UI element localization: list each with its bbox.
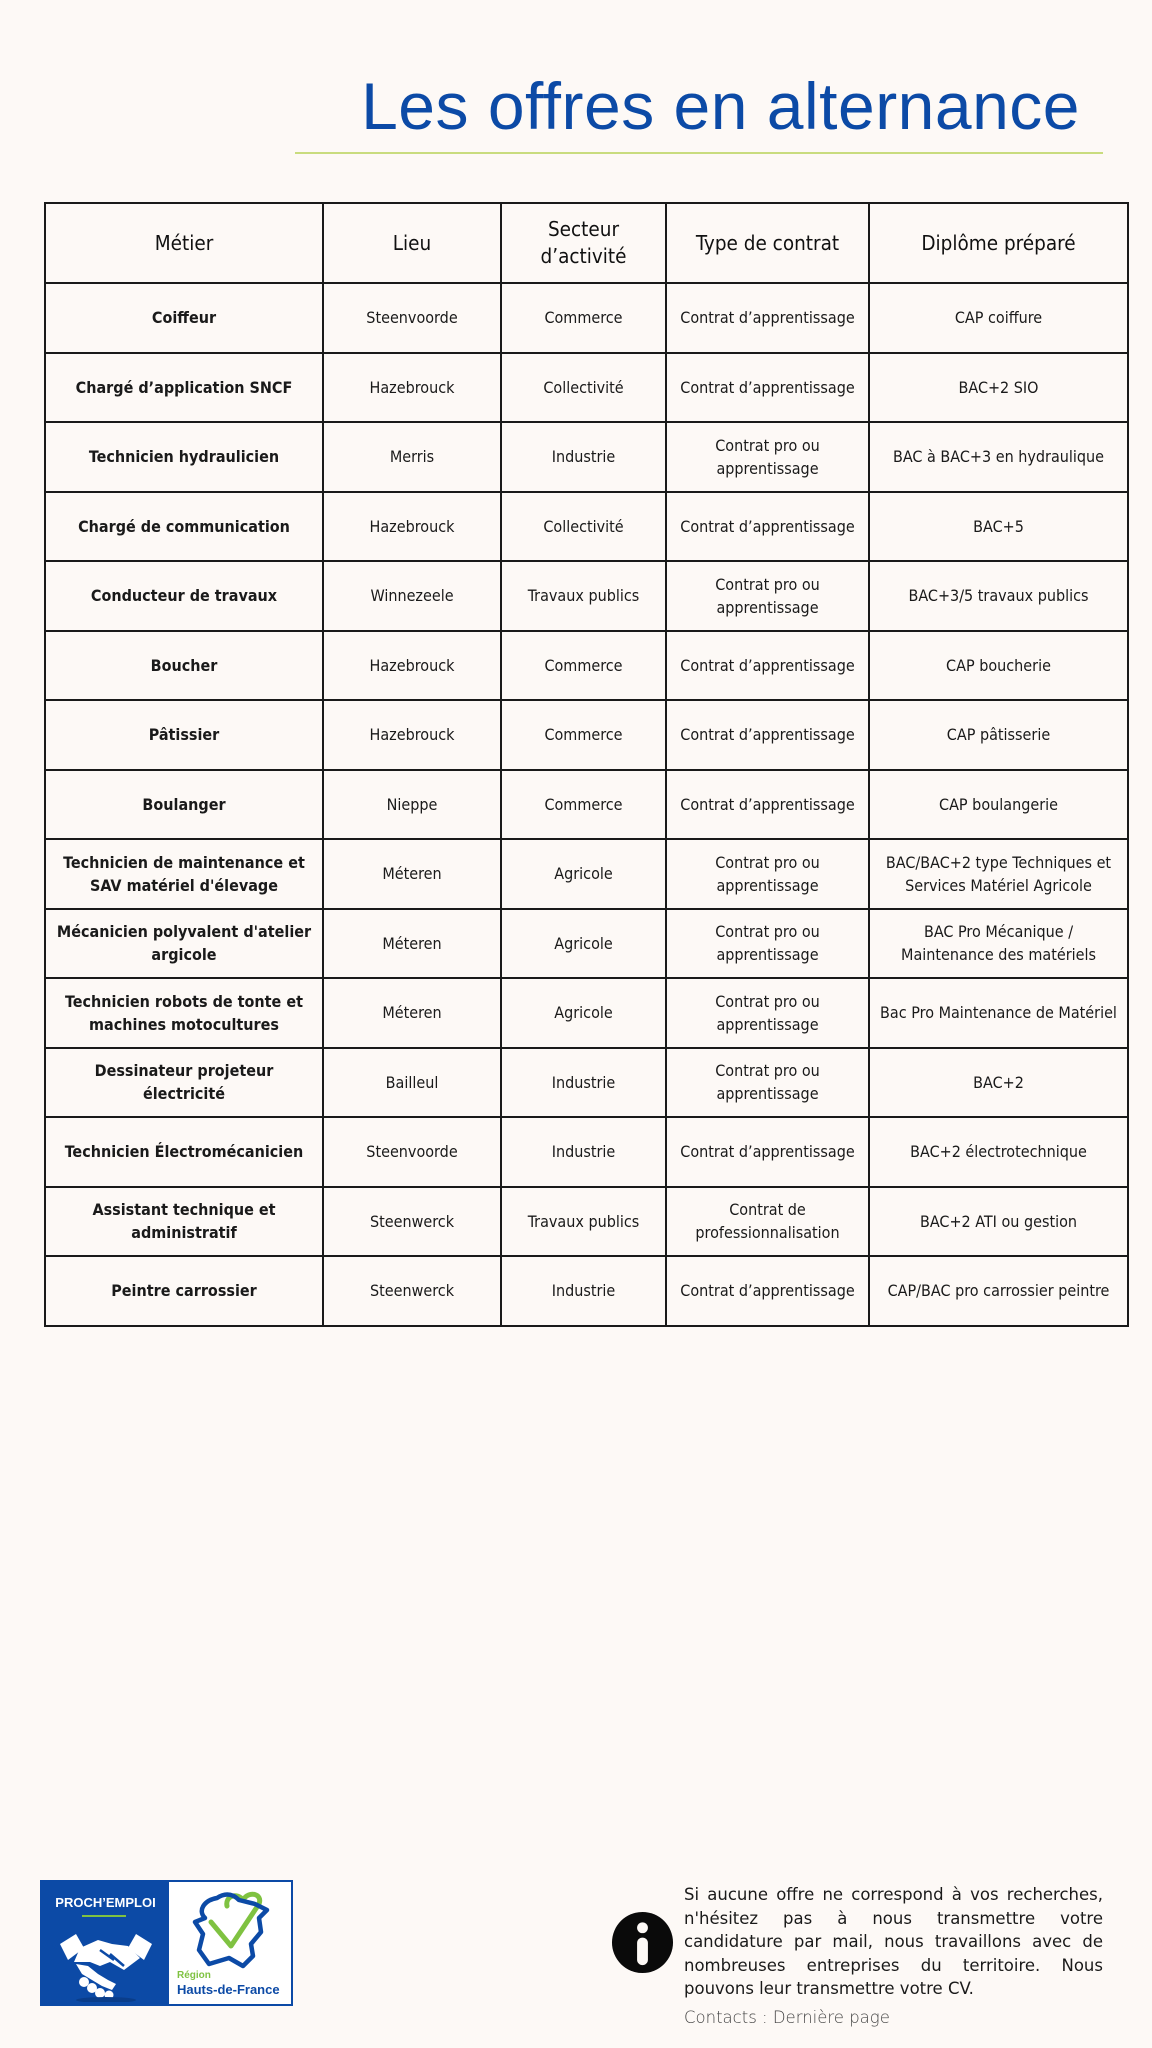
cell-lieu: Méteren <box>323 909 501 979</box>
table-row <box>45 1117 1128 1187</box>
table-row <box>45 353 1128 423</box>
header-diplome: Diplôme préparé <box>869 203 1128 283</box>
cell-type-contrat: Contrat pro ou apprentissage <box>666 1048 869 1118</box>
cell-type-contrat: Contrat pro ou apprentissage <box>666 978 869 1048</box>
title-underline <box>295 152 1103 154</box>
region-panel <box>169 1882 291 2004</box>
cell-lieu: Méteren <box>323 978 501 1048</box>
header-lieu: Lieu <box>323 203 501 283</box>
cell-type-contrat: Contrat d’apprentissage <box>666 1256 869 1326</box>
page-title: Les offres en alternance <box>361 69 1080 143</box>
table-row <box>45 631 1128 701</box>
header-secteur: Secteur d’activité <box>501 203 666 283</box>
proch-emploi-wordmark: PROCH’EMPLOI <box>55 1895 156 1910</box>
cell-lieu: Steenvoorde <box>323 1117 501 1187</box>
region-name: Hauts-de-France <box>177 1982 280 1997</box>
cell-diplome: BAC+2 <box>869 1048 1128 1118</box>
table-row <box>45 1187 1128 1257</box>
cell-lieu: Merris <box>323 422 501 492</box>
cell-type-contrat: Contrat d’apprentissage <box>666 492 869 562</box>
table-row <box>45 283 1128 353</box>
job-offers-table <box>44 202 1129 1327</box>
cell-secteur: Agricole <box>501 839 666 909</box>
cell-lieu: Méteren <box>323 839 501 909</box>
cell-type-contrat: Contrat d’apprentissage <box>666 283 869 353</box>
cell-diplome: BAC/BAC+2 type Techniques et Services Matériel Agricole <box>869 839 1128 909</box>
region-label: Région <box>177 1970 211 1981</box>
cell-secteur: Travaux publics <box>501 561 666 631</box>
table-row <box>45 700 1128 770</box>
cell-secteur: Travaux publics <box>501 1187 666 1257</box>
cell-secteur: Commerce <box>501 631 666 701</box>
cell-diplome: CAP boucherie <box>869 631 1128 701</box>
table-header-row <box>45 203 1128 283</box>
cell-metier: Boulanger <box>45 770 323 840</box>
cell-metier: Technicien hydraulicien <box>45 422 323 492</box>
table-row <box>45 1048 1128 1118</box>
table-body <box>45 283 1128 1326</box>
cell-metier: Mécanicien polyvalent d'atelier argicole <box>45 909 323 979</box>
cell-secteur: Industrie <box>501 1117 666 1187</box>
cell-lieu: Hazebrouck <box>323 353 501 423</box>
cell-type-contrat: Contrat de professionnalisation <box>666 1187 869 1257</box>
cell-type-contrat: Contrat d’apprentissage <box>666 770 869 840</box>
table-row <box>45 909 1128 979</box>
table-row <box>45 422 1128 492</box>
cell-type-contrat: Contrat pro ou apprentissage <box>666 909 869 979</box>
cell-metier: Dessinateur projeteur électricité <box>45 1048 323 1118</box>
cell-metier: Boucher <box>45 631 323 701</box>
cell-diplome: CAP/BAC pro carrossier peintre <box>869 1256 1128 1326</box>
cell-lieu: Steenwerck <box>323 1187 501 1257</box>
table-row <box>45 492 1128 562</box>
cell-secteur: Industrie <box>501 1048 666 1118</box>
cell-secteur: Agricole <box>501 978 666 1048</box>
cell-secteur: Industrie <box>501 1256 666 1326</box>
cell-diplome: BAC+2 ATI ou gestion <box>869 1187 1128 1257</box>
brand-divider <box>82 1915 126 1917</box>
cell-type-contrat: Contrat pro ou apprentissage <box>666 561 869 631</box>
cell-lieu: Steenvoorde <box>323 283 501 353</box>
cell-diplome: BAC+5 <box>869 492 1128 562</box>
cell-secteur: Collectivité <box>501 492 666 562</box>
cell-metier: Coiffeur <box>45 283 323 353</box>
handshake-icon <box>54 1922 158 2002</box>
table-row <box>45 561 1128 631</box>
cell-type-contrat: Contrat d’apprentissage <box>666 700 869 770</box>
cell-type-contrat: Contrat d’apprentissage <box>666 353 869 423</box>
cell-metier: Conducteur de travaux <box>45 561 323 631</box>
cell-diplome: BAC à BAC+3 en hydraulique <box>869 422 1128 492</box>
cell-diplome: CAP pâtisserie <box>869 700 1128 770</box>
cell-secteur: Commerce <box>501 770 666 840</box>
info-message: Si aucune offre ne correspond à vos recherches, n'hésitez pas à nous transmettre votre candidature par mail, nous travaillons avec de nombreuses entreprises du territoire. Nous pouvons leur transmettre votre CV. <box>684 1885 1103 1998</box>
cell-secteur: Commerce <box>501 700 666 770</box>
cell-type-contrat: Contrat d’apprentissage <box>666 1117 869 1187</box>
header-type-contrat: Type de contrat <box>666 203 869 283</box>
info-icon <box>611 1911 674 1974</box>
cell-lieu: Nieppe <box>323 770 501 840</box>
cell-diplome: BAC Pro Mécanique / Maintenance des matériels <box>869 909 1128 979</box>
cell-metier: Technicien Électromécanicien <box>45 1117 323 1187</box>
cell-metier: Peintre carrossier <box>45 1256 323 1326</box>
cell-diplome: BAC+3/5 travaux publics <box>869 561 1128 631</box>
cell-type-contrat: Contrat pro ou apprentissage <box>666 839 869 909</box>
cell-metier: Technicien robots de tonte et machines motocultures <box>45 978 323 1048</box>
proch-emploi-panel <box>42 1882 169 2004</box>
cell-metier: Pâtissier <box>45 700 323 770</box>
proch-emploi-logo <box>40 1880 293 2006</box>
cell-secteur: Agricole <box>501 909 666 979</box>
cell-type-contrat: Contrat pro ou apprentissage <box>666 422 869 492</box>
cell-diplome: CAP coiffure <box>869 283 1128 353</box>
cell-metier: Chargé d’application SNCF <box>45 353 323 423</box>
cell-lieu: Hazebrouck <box>323 700 501 770</box>
cell-type-contrat: Contrat d’apprentissage <box>666 631 869 701</box>
cell-metier: Assistant technique et administratif <box>45 1187 323 1257</box>
cell-metier: Technicien de maintenance et SAV matériel d'élevage <box>45 839 323 909</box>
contacts-note: Contacts : Dernière page <box>684 2008 890 2027</box>
cell-lieu: Steenwerck <box>323 1256 501 1326</box>
cell-secteur: Collectivité <box>501 353 666 423</box>
table-row <box>45 978 1128 1048</box>
table-row <box>45 770 1128 840</box>
cell-diplome: BAC+2 électrotechnique <box>869 1117 1128 1187</box>
france-map-heart-icon <box>187 1888 277 1970</box>
cell-lieu: Bailleul <box>323 1048 501 1118</box>
cell-diplome: Bac Pro Maintenance de Matériel <box>869 978 1128 1048</box>
cell-secteur: Industrie <box>501 422 666 492</box>
cell-lieu: Hazebrouck <box>323 631 501 701</box>
header-metier: Métier <box>45 203 323 283</box>
table-row <box>45 839 1128 909</box>
cell-diplome: BAC+2 SIO <box>869 353 1128 423</box>
cell-metier: Chargé de communication <box>45 492 323 562</box>
cell-diplome: CAP boulangerie <box>869 770 1128 840</box>
cell-lieu: Winnezeele <box>323 561 501 631</box>
cell-lieu: Hazebrouck <box>323 492 501 562</box>
cell-secteur: Commerce <box>501 283 666 353</box>
table-row <box>45 1256 1128 1326</box>
